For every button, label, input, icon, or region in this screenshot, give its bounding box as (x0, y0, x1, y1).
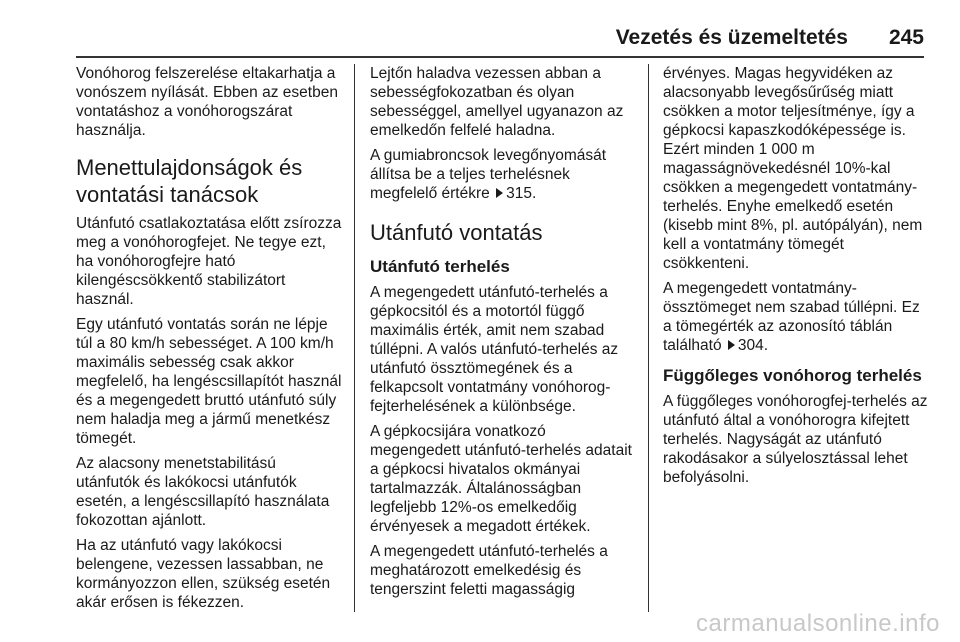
paragraph: A megengedett utánfutó-terhelés a meghatározott emelkedésig és tengerszint feletti magasságig (370, 543, 608, 598)
paragraph: Vonóhorog felszerelése eltakarhatja a vonószem nyílását. Ebben az esetben vontatáshoz a vonóhorogszárat használja. (76, 65, 338, 139)
paragraph: A gépkocsijára vonatkozó megengedett utánfutó-terhelés adatait a gépkocsi hivatalos okmányai tartalmazzák. Általánosságban legfeljebb 12%-os emelkedőig érvényesek a megadott értékek. (370, 423, 632, 535)
paragraph-with-reference (370, 146, 634, 203)
paragraph-text: A megengedett vontatmány-össztömeget nem szabad túllépni. Ez a tömegérték az azonosító táblán található (663, 280, 920, 354)
page-reference-link[interactable] (494, 185, 536, 202)
paragraph: érvényes. Magas hegyvidéken az alacsonyabb levegősűrűség miatt csökken a motor teljesítménye, így a gépkocsi kapaszkodóképessége is. Ezért minden 1 000 m magasságnövekedésnél 10%-kal csökken a megengedett vontatmány-terhelés. Enyhe emelkedő esetén (kisebb mint 8%, pl. autópályán), nem kell a vontatmány tömegét csökkenteni. (663, 65, 923, 272)
column-3 (663, 64, 929, 493)
watermark: carmanualsonline.info (696, 610, 940, 637)
chapter-title: Vezetés és üzemeltetés (615, 26, 848, 49)
paragraph: Ha az utánfutó vagy lakókocsi belengene, vezessen lassabban, ne kormányozzon ellen, szükség esetén akár erősen is fékezzen. (76, 537, 331, 611)
paragraph: Lejtőn haladva vezessen abban a sebességfokozatban és olyan sebességgel, amellyel ugyanazon az emelkedőn felfelé haladna. (370, 65, 624, 139)
page-header (0, 0, 960, 60)
page-reference-number: 304. (737, 337, 769, 354)
page-reference-link[interactable] (726, 337, 768, 354)
page-reference-number: 315. (506, 185, 537, 202)
paragraph: Egy utánfutó vontatás során ne lépje túl a 80 km/h sebességet. A 100 km/h maximális sebesség csak akkor megfelelő, ha lengéscsillapítót használ és a megengedett bruttó utánfutó súly nem haladja meg a jármű menetkész tömegét. (76, 316, 342, 447)
triangle-right-icon (496, 188, 503, 198)
column-divider-1 (354, 64, 355, 612)
paragraph: Az alacsony menetstabilitású utánfutók és lakókocsi utánfutók esetén, a lengéscsillapító használata fokozottan ajánlott. (76, 455, 330, 529)
section-heading: Menettulajdonságok és vontatási tanácsok (76, 155, 303, 207)
page-number: 245 (888, 26, 924, 49)
header-rule (76, 56, 924, 58)
section-heading: Utánfutó vontatás (370, 220, 543, 245)
paragraph: A függőleges vonóhorogfej-terhelés az utánfutó által a vonóhorogra kifejtett terhelés. Nagyságát az utánfutó rakodásakor a súlyelosztással lehet befolyásolni. (663, 393, 928, 486)
paragraph-text: A gumiabroncsok levegőnyomását állítsa be a teljes terhelésnek megfelelő értékre (370, 147, 607, 202)
column-1 (76, 64, 342, 618)
paragraph: A megengedett utánfutó-terhelés a gépkocsitól és a motortól függő maximális érték, amit nem szabad túllépni. A valós utánfutó-terhelés az utánfutó össztömegének és a felkapcsolt vontatmány vonóhorog-fejterhelésének a különbsége. (370, 284, 619, 415)
triangle-right-icon (728, 340, 735, 350)
paragraph-with-reference (663, 279, 929, 355)
paragraph: Utánfutó csatlakoztatása előtt zsírozza meg a vonóhorogfejet. Ne tegye ezt, ha vonóhorogfejre ható kilengéscsökkentő stabilizátort használ. (76, 215, 342, 308)
column-2 (370, 64, 634, 605)
column-divider-2 (648, 64, 649, 612)
subsection-heading: Utánfutó terhelés (370, 257, 510, 276)
subsection-heading: Függőleges vonóhorog terhelés (663, 366, 922, 385)
